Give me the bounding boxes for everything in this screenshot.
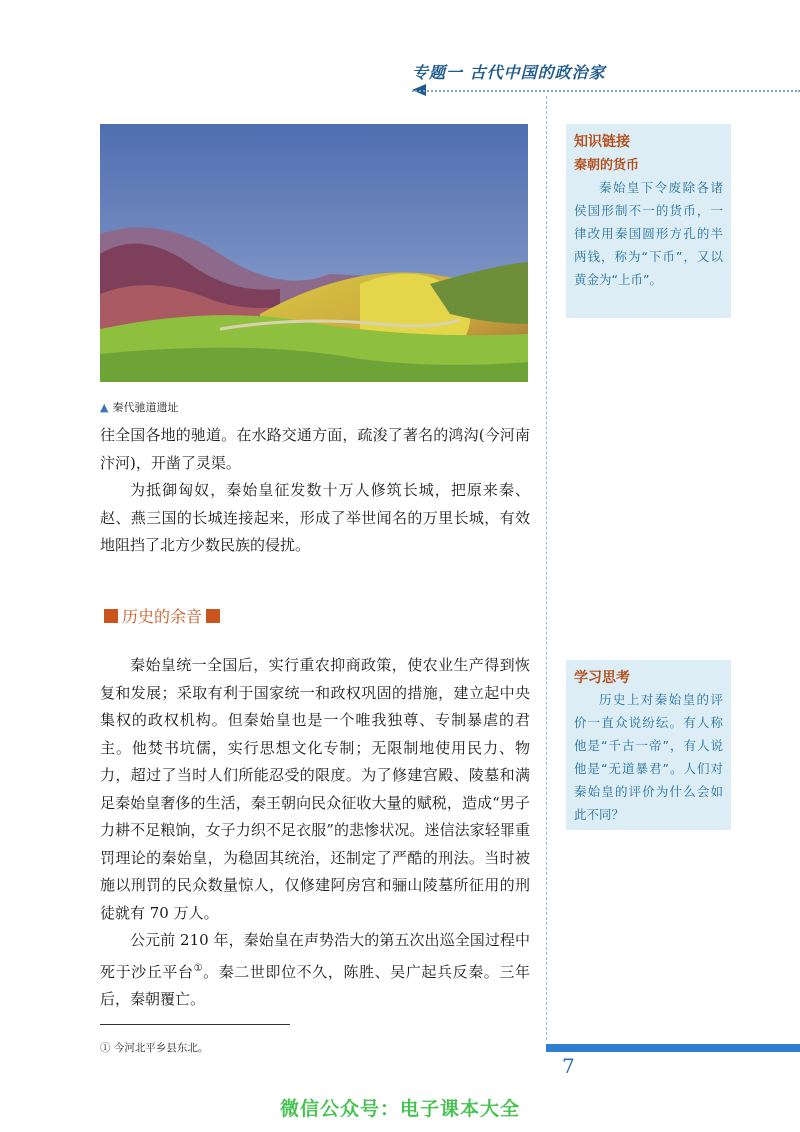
main-text-bottom xyxy=(100,652,530,1014)
qin-road-photo xyxy=(100,124,528,382)
study-reflection-box xyxy=(566,660,731,830)
caption-triangle-icon: ▲ xyxy=(100,401,109,414)
caption-text: 秦代驰道遗址 xyxy=(112,401,179,414)
paragraph-canals: 往全国各地的驰道。在水路交通方面，疏浚了著名的鸿沟(今河南汴河)，开凿了灵渠。 xyxy=(100,426,530,472)
paragraph-assessment: 秦始皇统一全国后，实行重农抑商政策，使农业生产得到恢复和发展；采取有利于国家统一和政权巩固的措施，建立起中央集权的政权机构。但秦始皇也是一个唯我独尊、专制暴虐的君主。他焚书坑儒，实行思想文化专制；无限制地使用民力、物力，超过了当时人们所能忍受的限度。为了修建宫殿、陵墓和满足秦始皇奢侈的生活，秦王朝向民众征收大量的赋税，造成“男子力耕不足粮饷，女子力织不足衣服”的悲惨状况。迷信法家轻罪重罚理论的秦始皇，为稳固其统治，还制定了严酷的刑法。当时被施以刑罚的民众数量惊人，仅修建阿房宫和骊山陵墓所征用的刑徒就有 70 万人。 xyxy=(100,656,530,922)
paragraph-great-wall: 为抵御匈奴，秦始皇征发数十万人修筑长城，把原来秦、赵、燕三国的长城连接起来，形成了举世闻名的万里长城，有效地阻挡了北方少数民族的侵扰。 xyxy=(100,481,530,554)
watermark-text: 微信公众号：电子课本大全 xyxy=(279,1098,520,1120)
page-header-title: 专题一 古代中国的政治家 xyxy=(412,63,606,82)
figure-caption xyxy=(100,399,178,415)
paragraph-death-part1: 公元前 210 年，秦始皇在声势浩大的第五次出巡全国过程中死于沙丘平台 xyxy=(100,931,530,981)
main-text-top xyxy=(100,422,530,560)
footnote: ① 今河北平乡县东北。 xyxy=(100,1042,209,1054)
paragraph-death xyxy=(100,927,530,1014)
knowledge-link-box xyxy=(566,124,731,318)
bottom-blue-bar xyxy=(546,1044,800,1052)
margin-divider xyxy=(546,96,547,1040)
heading-square-icon xyxy=(104,609,118,623)
study-reflection-body: 历史上对秦始皇的评价一直众说纷纭。有人称他是“千古一帝”，有人说他是“无道暴君”。人们对秦始皇的评价为什么会如此不同？ xyxy=(574,692,723,822)
knowledge-link-title: 知识链接 xyxy=(574,134,630,150)
paragraph-death-part2: 。秦二世即位不久，陈胜、吴广起兵反秦。三年后，秦朝覆亡。 xyxy=(100,962,530,1008)
knowledge-link-body: 秦始皇下令废除各诸侯国形制不一的货币，一律改用秦国圆形方孔的半两钱，称为“下币”，又以黄金为“上币”。 xyxy=(574,180,723,287)
section-heading xyxy=(100,604,224,627)
page-number: 7 xyxy=(562,1054,575,1078)
knowledge-link-subtitle: 秦朝的货币 xyxy=(574,158,640,173)
footnote-rule xyxy=(100,1024,290,1025)
footnote-marker: ① xyxy=(193,962,204,974)
study-reflection-title: 学习思考 xyxy=(574,670,630,686)
section-title: 历史的余音 xyxy=(122,607,203,626)
header-dotted-rule xyxy=(412,90,800,92)
heading-square-icon xyxy=(206,609,220,623)
